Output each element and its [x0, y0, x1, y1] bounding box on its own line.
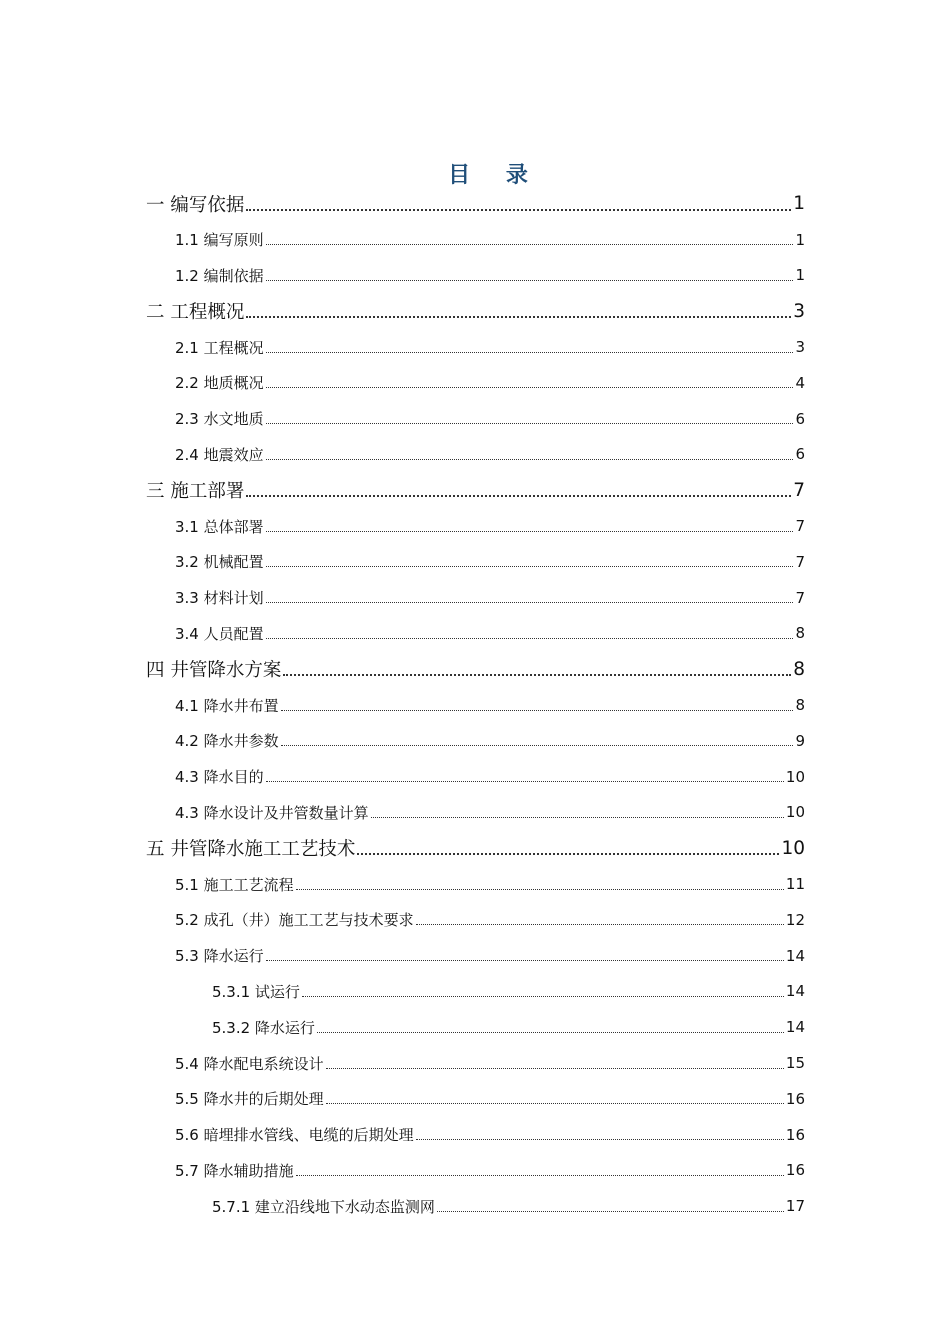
toc-entry[interactable] [0, 1153, 950, 1189]
toc-entry-label: 4.1 降水井布置 [175, 696, 279, 715]
toc-dot-leader [281, 710, 794, 711]
toc-dot-leader [266, 781, 784, 782]
toc-entry-label: 三 施工部署 [146, 481, 245, 503]
toc-entry-page: 16 [785, 1161, 805, 1180]
toc-entry-page: 16 [785, 1089, 805, 1108]
toc-entry-label: 2.1 工程概况 [175, 338, 264, 357]
toc-dot-leader [246, 495, 791, 497]
toc-entry[interactable] [0, 1188, 950, 1224]
toc-entry[interactable] [0, 1081, 950, 1117]
toc-entry-label: 一 编写依据 [146, 194, 245, 216]
toc-entry[interactable] [0, 437, 950, 473]
toc-entry-page: 16 [785, 1125, 805, 1144]
toc-entry[interactable] [0, 329, 950, 365]
toc-entry-page: 15 [785, 1054, 805, 1073]
toc-entry[interactable] [0, 651, 950, 687]
toc-entry[interactable] [0, 1009, 950, 1045]
toc-dot-leader [296, 1175, 784, 1176]
toc-dot-leader [246, 316, 791, 318]
toc-entry[interactable] [0, 1045, 950, 1081]
toc-dot-leader [357, 853, 779, 855]
toc-entry[interactable] [0, 938, 950, 974]
toc-entry[interactable] [0, 687, 950, 723]
toc-entry-label: 5.3.1 试运行 [212, 982, 300, 1001]
toc-entry-label: 5.7 降水辅助措施 [175, 1161, 294, 1180]
toc-entry-page: 11 [785, 875, 805, 894]
toc-entry-label: 3.3 材料计划 [175, 589, 264, 608]
toc-entry-label: 1.1 编写原则 [175, 231, 264, 250]
toc-list [0, 186, 950, 1224]
toc-entry[interactable] [0, 508, 950, 544]
toc-dot-leader [266, 244, 794, 245]
toc-entry-label: 5.5 降水井的后期处理 [175, 1090, 324, 1109]
toc-entry-label: 3.1 总体部署 [175, 517, 264, 536]
toc-entry-page: 17 [785, 1197, 805, 1216]
toc-entry[interactable] [0, 974, 950, 1010]
toc-dot-leader [266, 531, 794, 532]
toc-entry[interactable] [0, 293, 950, 329]
toc-entry[interactable] [0, 401, 950, 437]
toc-entry-label: 5.3.2 降水运行 [212, 1018, 315, 1037]
toc-dot-leader [437, 1211, 784, 1212]
toc-entry-label: 2.4 地震效应 [175, 445, 264, 464]
toc-entry-page: 4 [795, 373, 805, 392]
toc-entry-page: 7 [795, 552, 805, 571]
toc-entry-page: 8 [793, 658, 805, 680]
toc-dot-leader [266, 566, 794, 567]
toc-entry-page: 7 [793, 479, 805, 501]
toc-entry[interactable] [0, 830, 950, 866]
toc-entry-page: 6 [795, 445, 805, 464]
toc-entry[interactable] [0, 544, 950, 580]
toc-entry-label: 1.2 编制依据 [175, 266, 264, 285]
toc-entry-label: 4.3 降水目的 [175, 768, 264, 787]
toc-entry-page: 1 [795, 230, 805, 249]
toc-entry[interactable] [0, 902, 950, 938]
toc-entry-page: 10 [781, 837, 805, 859]
toc-dot-leader [416, 1139, 784, 1140]
toc-dot-leader [266, 638, 794, 639]
toc-dot-leader [371, 817, 784, 818]
toc-dot-leader [266, 352, 794, 353]
toc-entry-page: 14 [785, 1018, 805, 1037]
toc-entry[interactable] [0, 580, 950, 616]
toc-entry-page: 14 [785, 946, 805, 965]
toc-entry-page: 8 [795, 624, 805, 643]
toc-dot-leader [326, 1103, 784, 1104]
toc-dot-leader [281, 745, 794, 746]
toc-entry-label: 5.3 降水运行 [175, 947, 264, 966]
toc-entry-label: 五 井管降水施工工艺技术 [146, 839, 356, 861]
toc-dot-leader [283, 674, 791, 676]
toc-entry[interactable] [0, 258, 950, 294]
toc-dot-leader [266, 602, 794, 603]
toc-entry-page: 1 [795, 266, 805, 285]
toc-entry[interactable] [0, 616, 950, 652]
toc-dot-leader [302, 996, 784, 997]
toc-entry-label: 二 工程概况 [146, 302, 245, 324]
toc-entry-page: 3 [795, 338, 805, 357]
toc-entry-label: 5.1 施工工艺流程 [175, 875, 294, 894]
toc-entry-page: 10 [785, 767, 805, 786]
toc-entry-page: 14 [785, 982, 805, 1001]
toc-dot-leader [296, 889, 784, 890]
toc-entry-page: 3 [793, 300, 805, 322]
toc-entry-label: 5.6 暗埋排水管线、电缆的后期处理 [175, 1126, 414, 1145]
toc-entry[interactable] [0, 866, 950, 902]
toc-entry-page: 7 [795, 517, 805, 536]
toc-dot-leader [266, 387, 794, 388]
toc-entry-page: 10 [785, 803, 805, 822]
toc-entry-page: 12 [785, 910, 805, 929]
toc-entry[interactable] [0, 723, 950, 759]
toc-dot-leader [416, 924, 784, 925]
toc-entry[interactable] [0, 222, 950, 258]
toc-entry[interactable] [0, 186, 950, 222]
toc-entry[interactable] [0, 759, 950, 795]
toc-entry[interactable] [0, 365, 950, 401]
toc-dot-leader [266, 423, 794, 424]
toc-entry[interactable] [0, 1117, 950, 1153]
toc-entry[interactable] [0, 472, 950, 508]
toc-entry-page: 1 [793, 193, 805, 215]
toc-entry-page: 9 [795, 731, 805, 750]
toc-entry-label: 2.2 地质概况 [175, 374, 264, 393]
toc-entry-label: 5.4 降水配电系统设计 [175, 1054, 324, 1073]
toc-entry-label: 5.7.1 建立沿线地下水动态监测网 [212, 1197, 435, 1216]
toc-entry-label: 四 井管降水方案 [146, 660, 282, 682]
toc-entry-page: 7 [795, 588, 805, 607]
toc-entry-label: 5.2 成孔（井）施工工艺与技术要求 [175, 911, 414, 930]
toc-dot-leader [246, 209, 791, 211]
toc-entry-label: 3.4 人员配置 [175, 624, 264, 643]
toc-entry-label: 3.2 机械配置 [175, 553, 264, 572]
toc-title: 目 录 [448, 163, 542, 188]
toc-dot-leader [266, 459, 794, 460]
toc-entry-page: 8 [795, 696, 805, 715]
toc-dot-leader [266, 280, 794, 281]
toc-entry-label: 4.2 降水井参数 [175, 732, 279, 751]
toc-entry[interactable] [0, 795, 950, 831]
toc-entry-label: 4.3 降水设计及井管数量计算 [175, 803, 369, 822]
toc-dot-leader [326, 1068, 784, 1069]
toc-dot-leader [266, 960, 784, 961]
toc-entry-page: 6 [795, 409, 805, 428]
toc-dot-leader [317, 1032, 784, 1033]
toc-entry-label: 2.3 水文地质 [175, 410, 264, 429]
